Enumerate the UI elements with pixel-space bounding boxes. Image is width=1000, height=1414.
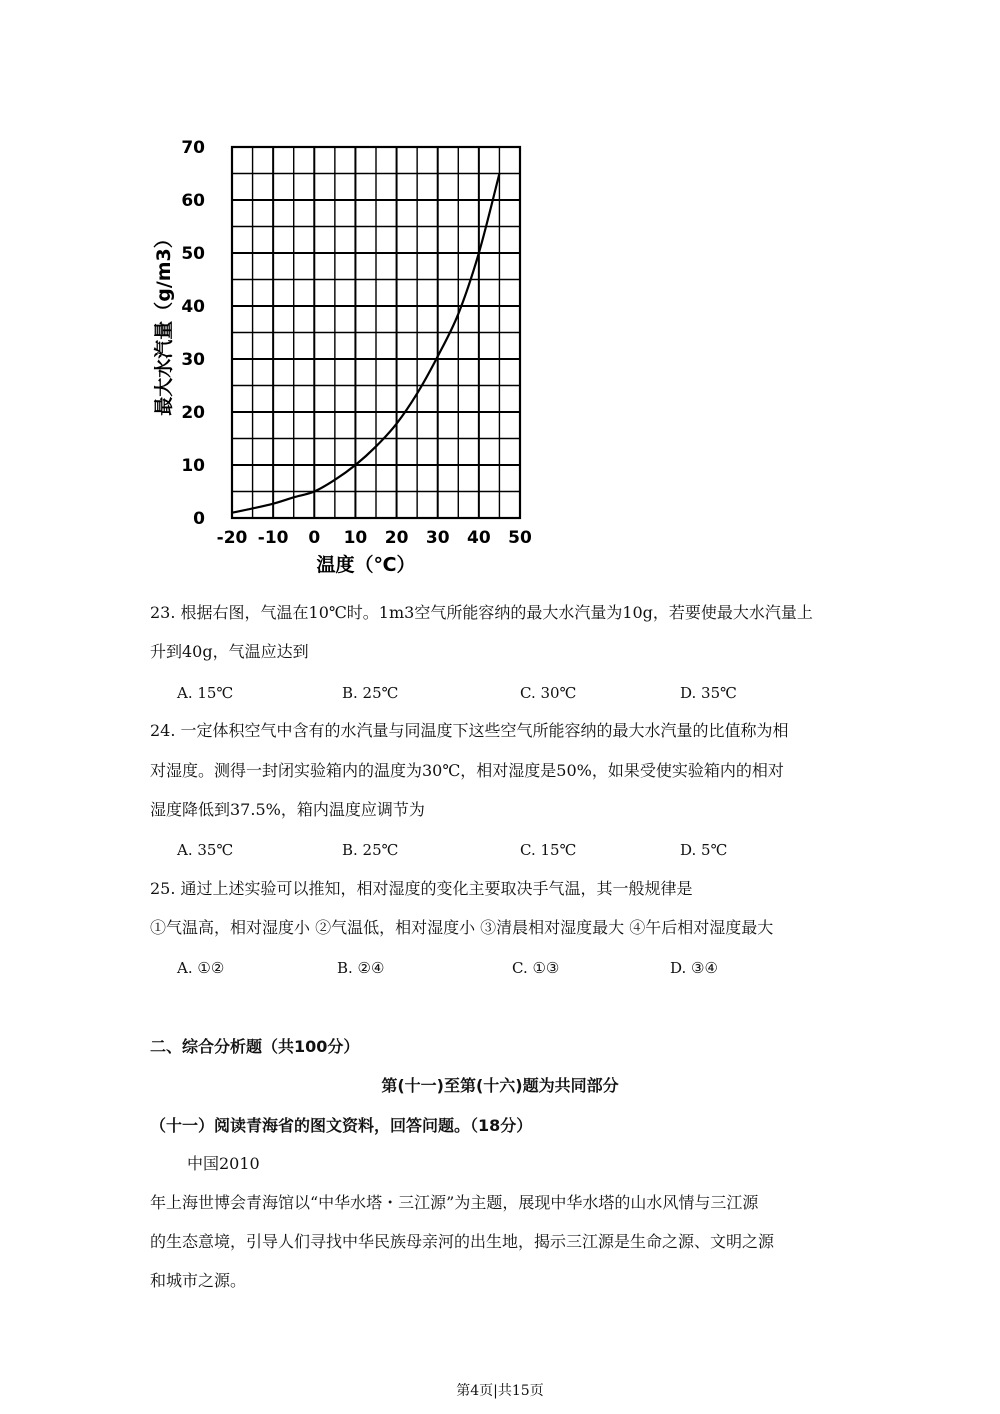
section2-heading: 二、综合分析题（共100分） [150, 1037, 360, 1056]
q25-option-d: D. ③④ [670, 959, 718, 977]
x-tick-label: 30 [425, 528, 450, 548]
q24-line3: 湿度降低到37.5%，箱内温度应调节为 [150, 800, 425, 819]
q11-paragraph-line2: 年上海世博会青海馆以“中华水塔・三江源”为主题，展现中华水塔的山水风情与三江源 [150, 1193, 759, 1212]
x-tick-label: 50 [508, 528, 532, 548]
water-vapor-chart [150, 128, 540, 583]
q23-option-d: D. 35℃ [680, 684, 737, 702]
x-tick-label: -10 [257, 528, 289, 548]
q25-option-b: B. ②④ [337, 959, 385, 977]
page-footer: 第4页|共15页 [456, 1383, 544, 1399]
y-axis-label: 最大水汽量（g/m3） [153, 229, 175, 416]
y-tick-label: 20 [181, 403, 205, 423]
q25-line2: ①气温高，相对湿度小 ②气温低，相对湿度小 ③清晨相对湿度最大 ④午后相对湿度最大 [150, 918, 774, 937]
q25-option-a: A. ①② [177, 959, 225, 977]
section2-subheading: 第(十一)至第(十六)题为共同部分 [381, 1076, 619, 1095]
chart-svg [150, 128, 540, 583]
x-tick-label: 20 [384, 528, 409, 548]
series-line [232, 174, 499, 513]
q24-option-d: D. 5℃ [680, 841, 728, 859]
q25-line1: 25. 通过上述实验可以推知，相对湿度的变化主要取决手气温，其一般规律是 [150, 879, 693, 898]
q23-line1: 23. 根据右图，气温在10℃时。1m3空气所能容纳的最大水汽量为10g，若要使最大水汽量上 [150, 603, 813, 622]
q24-option-a: A. 35℃ [177, 841, 234, 859]
q11-heading: （十一）阅读青海省的图文资料，回答问题。（18分） [150, 1116, 533, 1135]
y-tick-label: 10 [181, 456, 205, 476]
q23-option-c: C. 30℃ [520, 684, 577, 702]
q24-option-b: B. 25℃ [342, 841, 399, 859]
x-tick-label: -20 [216, 528, 248, 548]
q24-line2: 对湿度。测得一封闭实验箱内的温度为30℃，相对湿度是50%，如果受使实验箱内的相对 [150, 761, 784, 780]
q25-option-c: C. ①③ [512, 959, 560, 977]
y-tick-label: 50 [181, 244, 205, 264]
y-tick-label: 70 [181, 138, 205, 158]
y-tick-label: 0 [193, 509, 205, 529]
y-tick-label: 40 [181, 297, 205, 317]
q23-option-a: A. 15℃ [177, 684, 234, 702]
q24-option-c: C. 15℃ [520, 841, 577, 859]
y-tick-label: 60 [181, 191, 205, 211]
x-axis-label: 温度（℃） [316, 554, 416, 576]
q11-paragraph-line4: 和城市之源。 [150, 1271, 247, 1290]
y-tick-label: 30 [181, 350, 205, 370]
q23-option-b: B. 25℃ [342, 684, 399, 702]
q23-line2: 升到40g，气温应达到 [150, 642, 309, 661]
x-tick-label: 40 [467, 528, 491, 548]
q24-line1: 24. 一定体积空气中含有的水汽量与同温度下这些空气所能容纳的最大水汽量的比值称为相 [150, 721, 789, 740]
x-tick-label: 10 [343, 528, 368, 548]
x-tick-label: 0 [308, 528, 321, 548]
q11-paragraph-line3: 的生态意境，引导人们寻找中华民族母亲河的出生地，揭示三江源是生命之源、文明之源 [150, 1232, 775, 1251]
q11-paragraph-line1: 中国2010 [187, 1154, 260, 1173]
